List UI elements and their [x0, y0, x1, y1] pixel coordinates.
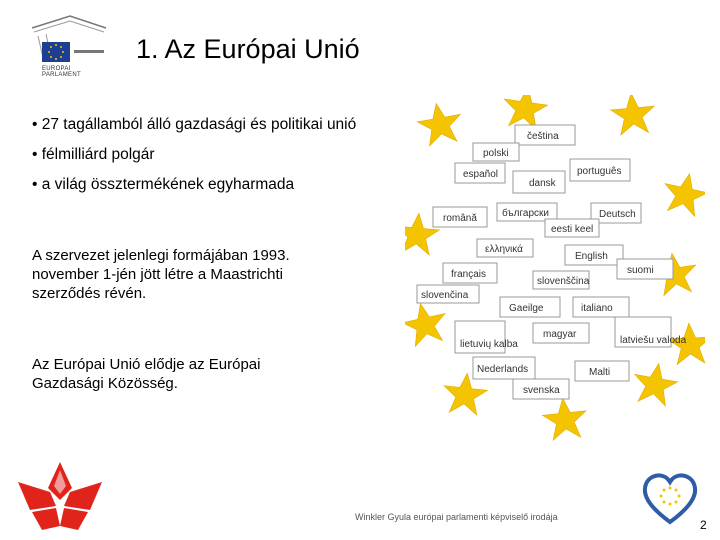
lang-label: español — [463, 169, 499, 180]
lang-label: polski — [483, 148, 509, 159]
paragraph-maastricht: A szervezet jelenlegi formájában 1993. november 1-jén jött létre a Maastrichti szerződés révén. — [32, 247, 290, 302]
logo-caption: EUROPAI PARLAMENT — [42, 66, 81, 78]
lang-label: magyar — [543, 329, 577, 340]
lang-label: Malti — [589, 367, 611, 378]
star-icon — [630, 360, 680, 408]
lang-label: italiano — [581, 303, 613, 314]
bullet-item: • 27 tagállamból álló gazdasági és politikai unió — [32, 116, 356, 134]
bullet-list — [32, 116, 356, 206]
lang-label: eesti keel — [551, 224, 594, 235]
bullet-item: • a világ össztermékének egyharmada — [32, 176, 356, 194]
lang-label: čeština — [527, 131, 559, 142]
slide-title: 1. Az Európai Unió — [136, 34, 360, 64]
star-icon — [541, 396, 589, 441]
star-icon — [405, 299, 450, 348]
lang-label: dansk — [529, 178, 556, 189]
flower-logo — [10, 460, 110, 532]
lang-label: français — [451, 269, 487, 280]
lang-label: lietuvių kalba — [460, 339, 518, 350]
footer-credit: Winkler Gyula európai parlamenti képviselő irodája — [355, 512, 558, 522]
lang-label: Deutsch — [599, 209, 636, 220]
page-number: 2 — [700, 518, 707, 532]
star-icon — [415, 100, 465, 148]
lang-label: English — [575, 251, 608, 262]
lang-label: Gaeilge — [509, 303, 544, 314]
lang-label: română — [443, 213, 477, 224]
lang-label: ελληνικά — [485, 244, 523, 255]
lang-label: svenska — [523, 385, 560, 396]
lang-label: Nederlands — [477, 364, 529, 375]
bullet-item: • félmilliárd polgár — [32, 146, 356, 164]
paragraph-eec: Az Európai Unió elődje az Európai Gazdasági Közösség. — [32, 356, 261, 392]
star-icon — [660, 169, 705, 218]
lang-label: slovenčina — [421, 290, 469, 301]
heart-logo — [640, 468, 700, 526]
lang-label: slovenščina — [537, 276, 590, 287]
lang-label: български — [502, 208, 549, 219]
lang-label: português — [577, 166, 622, 177]
eu-languages-illustration — [405, 95, 705, 445]
european-parliament-logo — [30, 14, 110, 76]
star-icon — [609, 95, 656, 136]
lang-label: suomi — [627, 265, 654, 276]
lang-label: latviešu valoda — [620, 335, 687, 346]
